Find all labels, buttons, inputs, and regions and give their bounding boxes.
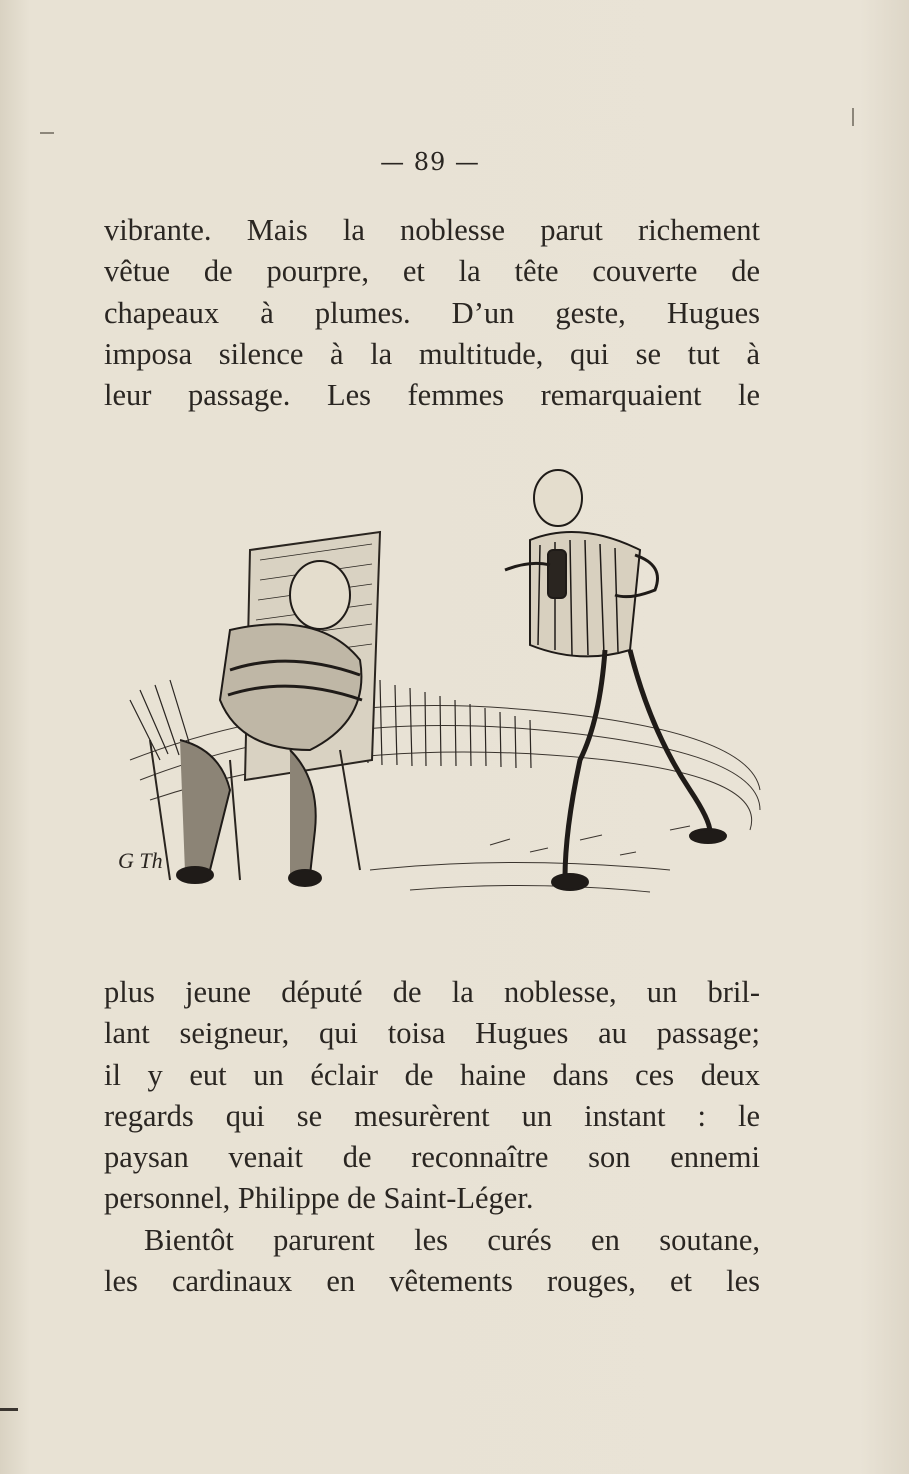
margin-mark xyxy=(40,132,54,134)
text-line: leur passage. Les femmes remarquaient le xyxy=(104,378,760,413)
margin-mark xyxy=(0,1408,18,1411)
text-line: imposa silence à la multitude, qui se tut à xyxy=(104,336,760,371)
engraving-illustration xyxy=(110,460,770,930)
paragraph-bottom xyxy=(104,972,760,1302)
text-line: il y eut un éclair de haine dans ces deux xyxy=(104,1057,760,1092)
text-line: plus jeune député de la noblesse, un bril- xyxy=(104,975,760,1009)
text-line: chapeaux à plumes. D’un geste, Hugues xyxy=(104,295,760,330)
text-line: paysan venait de reconnaître son ennemi xyxy=(104,1140,760,1175)
text-line: personnel, Philippe de Saint-Léger. xyxy=(104,1181,534,1216)
paragraph-top xyxy=(104,210,760,416)
text-line: lant seigneur, qui toisa Hugues au passage; xyxy=(104,1016,760,1051)
text-line: les cardinaux en vêtements rouges, et les xyxy=(104,1264,760,1299)
illustration-drawing xyxy=(110,460,770,930)
text-line: vêtue de pourpre, et la tête couverte de xyxy=(104,254,760,289)
text-line: vibrante. Mais la noblesse parut richement xyxy=(104,213,760,247)
standing-man xyxy=(505,470,726,890)
margin-mark xyxy=(852,108,854,126)
page-number: — 89 — xyxy=(380,148,480,176)
text-line: regards qui se mesurèrent un instant : le xyxy=(104,1098,760,1133)
text-line: Bientôt parurent les curés en soutane, xyxy=(144,1222,760,1257)
artist-signature: G Th xyxy=(118,848,163,873)
